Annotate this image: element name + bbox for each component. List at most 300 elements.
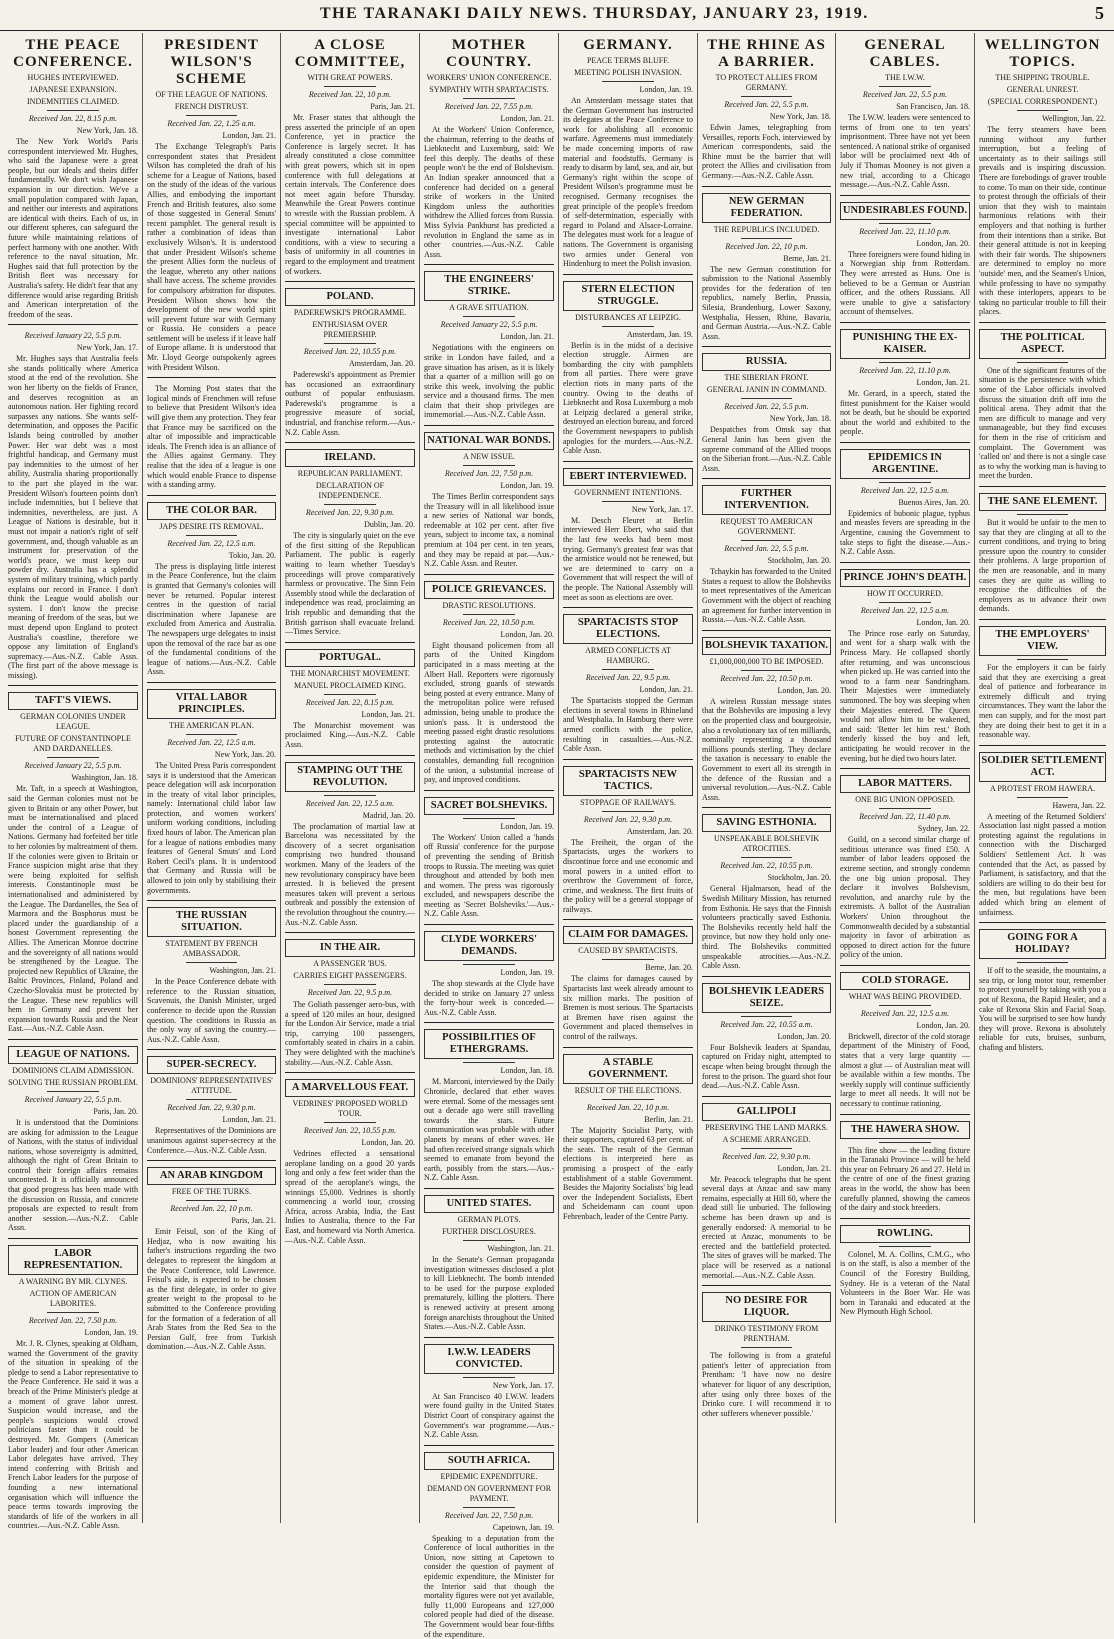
headline: NEW GERMAN FEDERATION.	[702, 193, 831, 223]
divider-rule	[463, 1507, 515, 1508]
place-date: London, Jan. 20.	[916, 617, 970, 627]
headline: STAMPING OUT THE REVOLUTION.	[285, 762, 415, 792]
article	[840, 37, 970, 196]
article-separator	[702, 346, 831, 347]
headline: STERN ELECTION STRUGGLE.	[563, 281, 693, 311]
article	[424, 581, 554, 791]
divider-rule	[463, 818, 515, 819]
divider-rule	[602, 326, 654, 327]
headline: IN THE AIR.	[285, 939, 415, 957]
headline: UNDESIRABLES FOUND.	[840, 202, 970, 220]
place-date: Paris, Jan. 20.	[93, 1106, 138, 1116]
subheading: GENERAL JANIN IN COMMAND.	[706, 385, 827, 395]
column-6	[698, 33, 836, 1523]
subheading: THE I.W.W.	[885, 73, 925, 82]
article-body: One of the significant features of the situation is the persistence with which some of the Labor officials involved discuss the situation drift off into the political arena. They admit that the men are difficult to manage and very unmanageable, but they find excuses for them in the rise of criticism and complaint. The Government was 'called on' and there is not a single case as to why the working man is having to meet the burden.	[979, 365, 1106, 481]
place-date: Amsterdam, Jan. 20.	[627, 826, 693, 836]
dateline: Received Jan. 22, 10.50 p.m.	[442, 617, 536, 627]
article-body: But it would be unfair to the men to say that they are clinging at all to the current conditions, and trying to bring pressure upon the country to consider their problems. A large proportion of the men are reasonable, and in many cases they are quite as willing to recognise the difficulties of the employers as to advance their own demands.	[979, 518, 1106, 614]
subheading: DOMINIONS' REPRESENTATIVES' ATTITUDE.	[150, 1076, 273, 1096]
subheading: JAPS DESIRE ITS REMOVAL.	[159, 521, 264, 531]
article	[424, 931, 554, 1023]
dateline: Received January 22, 5.5 p.m.	[24, 761, 122, 771]
article	[840, 972, 970, 1115]
article-body: The new German constitution for submission to the National Assembly provides for the federation of ten republics, namely Berlin, Prussia, Silesia, Brandenburg, Lower Saxony, Westphalia, Hessen, Rhine, Bavaria, and German Austria.—Aus.-N.Z. Cable Assn.	[702, 264, 831, 341]
dateline: Received Jan. 22, 5.5 p.m.	[724, 544, 809, 554]
article-body: The shop stewards at the Clyde have decided to strike on January 27 unless the forty-hour week is conceded.—Aus.-N.Z. Cable Assn.	[424, 979, 554, 1017]
article-body: Paderewski's appointment as Premier has occasioned an extraordinary outburst of popular enthusiasm. Paderewski's programme is a progressive measure of social, industrial, and franchise reform.—Aus.-N.Z. Cable Assn.	[285, 370, 415, 437]
article	[285, 649, 415, 756]
subheading: ONE BIG UNION OPPOSED.	[855, 795, 955, 805]
column-2	[143, 33, 281, 1523]
article-separator	[979, 486, 1106, 487]
article	[979, 329, 1106, 487]
dateline: Received Jan. 22, 11.40 p.m.	[859, 812, 951, 822]
article	[285, 939, 415, 1073]
dateline: Received Jan. 22, 10.50 p.m.	[720, 673, 813, 683]
divider-rule	[463, 1377, 515, 1378]
article	[424, 1344, 554, 1446]
headline: SOUTH AFRICA.	[424, 1452, 554, 1470]
article-body: A meeting of the Returned Soldiers' Association last night passed a motion protesting against the regulations in connection with the Discharged Soldiers' Settlement Act. It was contended that the Act, as passed by Parliament, is satisfactory, and that the soldiers are willing to do their best for the men, but regulations have been added which bring an element of unfairness.	[979, 811, 1106, 917]
dateline: Received Jan. 22, 11.10 p.m.	[859, 365, 951, 375]
dateline: Received Jan. 22, 11.10 p.m.	[859, 226, 951, 236]
article-separator	[563, 461, 693, 462]
article-separator	[563, 274, 693, 275]
subheading: WITH GREAT POWERS.	[307, 73, 393, 82]
place-date: San Francisco, Jan. 18.	[896, 102, 970, 111]
article	[840, 1225, 970, 1317]
subheading: MANUEL PROCLAIMED KING.	[294, 680, 406, 690]
headline: CLAIM FOR DAMAGES.	[563, 926, 693, 944]
divider-rule	[879, 223, 931, 224]
article-body: The Times Berlin correspondent says the Treasury will in all likelihood issue a new series of National war bonds, redeemable at 102 per cent. after five years, subject to income tax, a nominal premium at 104 per cent. in ten years, and they may be repaid at par.—Aus.-N.Z. Cable Assn. and Reuter.	[424, 492, 554, 569]
article	[424, 1195, 554, 1338]
article-separator	[8, 1039, 138, 1040]
dateline: Received January 22, 5.5 p.m.	[24, 1094, 122, 1104]
article-separator	[979, 322, 1106, 323]
article-separator	[563, 759, 693, 760]
divider-rule	[741, 1016, 793, 1017]
article	[840, 202, 970, 323]
headline: THE COLOR BAR.	[147, 502, 276, 520]
article-separator	[147, 682, 276, 683]
dateline: Received Jan. 22, 10.55 p.m.	[303, 347, 397, 357]
headline: BOLSHEVIK LEADERS SEIZE.	[702, 983, 831, 1013]
subheading: FUTURE OF CONSTANTINOPLE AND DARDANELLES.	[15, 734, 131, 754]
article	[285, 1079, 415, 1245]
headline: GOING FOR A HOLIDAY?	[979, 929, 1106, 959]
article	[979, 493, 1106, 620]
headline: THE HAWERA SHOW.	[840, 1121, 970, 1139]
article	[979, 626, 1106, 746]
divider-rule	[602, 811, 654, 812]
divider-rule	[463, 964, 515, 965]
divider-rule	[741, 1148, 793, 1149]
headline: THE SANE ELEMENT.	[979, 493, 1106, 511]
article-separator	[840, 1114, 970, 1115]
article-body: Brickwell, director of the cold storage department of the Ministry of Food, states that a very large quantity — almost a glut — of Australian meat will be available within a few months. The weekly supply will continue sufficiently large to meet all needs. It will not be necessary to continue rationing.	[840, 1031, 970, 1109]
dateline: Received Jan. 22, 9.30 p.m.	[583, 814, 673, 824]
divider-rule	[741, 96, 793, 97]
article	[285, 449, 415, 643]
place-date: London, Jan. 21.	[222, 1115, 276, 1125]
divider-rule	[741, 670, 793, 671]
place-date: London, Jan. 18.	[500, 1066, 554, 1076]
article	[147, 907, 276, 1050]
article-separator	[424, 425, 554, 426]
article	[8, 1245, 138, 1531]
headline: SPARTACISTS NEW TACTICS.	[563, 766, 693, 796]
subheading: ACTION OF AMERICAN LABORITES.	[29, 1289, 117, 1309]
place-date: Amsterdam, Jan. 19.	[627, 329, 693, 339]
article-body: Colonel, M. A. Collins, C.M.G., who is on the staff, is also a member of the Council of the Forestry Building, Sydney. He is a veteran of the Natal Volunteers in the Boer War. He was born in Taranaki and educated at the New Plymouth High School.	[840, 1249, 970, 1317]
article-separator	[702, 186, 831, 187]
article-separator	[563, 607, 693, 608]
subheading: VEDRINES' PROPOSED WORLD TOUR.	[292, 1099, 408, 1119]
headline: ROWLING.	[840, 1225, 970, 1243]
article-separator	[979, 619, 1106, 620]
article-body: An Amsterdam message states that the German Government has instructed its delegates at the Peace Conference to work for abolishing all economic warfare. Agreements must immediately be made concerning imports of raw material and foodstuffs. Germany is ready to disarm by land, sea, and air, but Germany's right within the scope of President Wilson's programme must be recognised. Germany recognises the great principle of the people's freedom of self-determination, especially with regard to Poland and Alsace-Lorraine. The delegates must work for a league of nations. The Government is organising two armies under General von Hindenburg to meet the Polish invasion.	[563, 96, 693, 269]
subheading: FRENCH DISTRUST.	[174, 102, 249, 111]
subheading: CARRIES EIGHT PASSENGERS.	[293, 971, 407, 981]
subheading: DECLARATION OF INDEPENDENCE.	[315, 481, 385, 501]
headline: PORTUGAL.	[285, 649, 415, 667]
headline: LABOR REPRESENTATION.	[8, 1245, 138, 1275]
subheading: REPUBLICAN PARLIAMENT.	[297, 469, 403, 479]
article	[424, 1029, 554, 1189]
headline: POLAND.	[285, 288, 415, 306]
subheading: DISTURBANCES AT LEIPZIG.	[575, 312, 681, 322]
subheading: THE REPUBLICS INCLUDED.	[713, 224, 820, 234]
article-separator	[702, 976, 831, 977]
article	[702, 485, 831, 631]
place-date: New York, Jan. 18.	[769, 414, 831, 424]
article-body: The Workers' Union called a 'hands off Russia' conference for the purpose of preventing the sending of British troops to Russia. The meeting was quiet throughout and attended by both men and women. The press was rigorously excluded, and newspapers describe the meeting as 'Secret Bolsheviks.'—Aus.-N.Z. Cable Assn.	[424, 832, 554, 919]
headline: EPIDEMICS IN ARGENTINE.	[840, 449, 970, 479]
headline: THE RHINE AS A BARRIER.	[707, 37, 826, 70]
column-8	[975, 33, 1110, 1523]
article-body: Representatives of the Dominions are unanimous against super-secrecy at the Conference.—Aus.-N.Z. Cable Assn.	[147, 1126, 276, 1155]
article	[563, 766, 693, 921]
subheading: RESULT OF THE ELECTIONS.	[574, 1085, 682, 1095]
subheading: ARMED CONFLICTS AT HAMBURG.	[585, 646, 671, 666]
place-date: London, Jan. 21.	[500, 114, 554, 123]
article-body: M. Desch Fleuret at Berlin interviewed Herr Ebert, who said that the last few weeks had been most trying. Germany's greatest fear was that the armistice would not be renewed, but we are determined to carry on a Government that will respect the will of the people. The National Assembly will meet as soon as elections are over.	[563, 515, 693, 602]
article	[563, 281, 693, 462]
divider-rule	[1017, 659, 1068, 660]
headline: THE EMPLOYERS' VIEW.	[979, 626, 1106, 656]
subheading: OF THE LEAGUE OF NATIONS.	[155, 90, 268, 99]
divider-rule	[463, 98, 515, 99]
article	[147, 689, 276, 901]
headline: FURTHER INTERVENTION.	[702, 485, 831, 515]
headline: THE PEACE CONFERENCE.	[13, 37, 133, 70]
divider-rule	[602, 959, 654, 960]
divider-rule	[47, 1312, 99, 1313]
article	[840, 569, 970, 769]
dateline: Received Jan. 22, 9.5 p.m.	[307, 988, 393, 998]
place-date: New York, Jan. 20.	[214, 749, 276, 759]
subheading: SYMPATHY WITH SPARTACISTS.	[429, 85, 549, 94]
article	[8, 1046, 138, 1239]
subheading: DRINKO TESTIMONY FROM PRENTHAM.	[714, 1324, 819, 1344]
subheading: FREE OF THE TURKS.	[171, 1187, 252, 1197]
place-date: New York, Jan. 17.	[631, 504, 693, 514]
article	[702, 193, 831, 348]
article-separator	[424, 790, 554, 791]
article	[563, 926, 693, 1047]
subheading: HOW IT OCCURRED.	[867, 588, 943, 598]
article-separator	[979, 745, 1106, 746]
place-date: Stockholm, Jan. 20.	[767, 556, 831, 566]
divider-rule	[602, 1099, 654, 1100]
place-date: London, Jan. 19.	[84, 1328, 138, 1338]
article-separator	[147, 1049, 276, 1050]
article	[424, 1452, 554, 1639]
headline: A MARVELLOUS FEAT.	[285, 1079, 415, 1097]
subheading: DOMINIONS CLAIM ADMISSION.	[12, 1065, 134, 1075]
dateline: Received Jan. 22, 9.5 p.m.	[585, 673, 671, 683]
divider-rule	[186, 734, 238, 735]
place-date: Paris, Jan. 21.	[370, 102, 415, 111]
subheading: TO PROTECT ALLIES FROM GERMANY.	[715, 73, 818, 92]
divider-rule	[741, 540, 793, 541]
dateline: Received Jan. 22, 12.5 a.m.	[167, 737, 256, 747]
place-date: London, Jan. 20.	[777, 1031, 831, 1041]
dateline: Received Jan. 22, 12.5 a.m.	[860, 485, 950, 495]
subheading: THE AMERICAN PLAN.	[169, 720, 254, 730]
article-separator	[147, 495, 276, 496]
article-separator	[702, 1285, 831, 1286]
divider-rule	[1017, 514, 1068, 515]
place-date: London, Jan. 20.	[500, 629, 554, 639]
subheading: GERMAN PLOTS.	[457, 1214, 521, 1224]
subheading: GERMAN COLONIES UNDER LEAGUE.	[20, 712, 126, 732]
headline: SUPER-SECRECY.	[147, 1056, 276, 1074]
headline: NO DESIRE FOR LIQUOR.	[702, 1292, 831, 1322]
dateline: Received January 22, 5.5 p.m.	[440, 320, 538, 330]
dateline: Received Jan. 22, 1.25 a.m.	[167, 119, 256, 128]
divider-rule	[1017, 797, 1068, 798]
subheading: (SPECIAL CORRESPONDENT.)	[987, 97, 1098, 106]
subheading: EPIDEMIC EXPENDITURE.	[440, 1471, 538, 1481]
article-separator	[285, 755, 415, 756]
headline: AN ARAB KINGDOM	[147, 1167, 276, 1185]
article-body: The Majority Socialist Party, with their supporters, captured 63 per cent. of the seats. The result of the German elections is interpreted here as promising a prospect of the early establishment of a stable Government. Besides the Majority Socialists' big lead over the Independent Socialists, Ebert and Scheidemann can count upon Fehrenbach, leader of the Centre Party.	[563, 1125, 693, 1221]
subheading: PEACE TERMS BLUFF.	[586, 56, 670, 65]
divider-rule	[741, 857, 793, 858]
dateline: Received Jan. 22, 10 p.m.	[725, 241, 808, 251]
divider-rule	[186, 535, 238, 536]
article-separator	[424, 1188, 554, 1189]
article	[147, 502, 276, 683]
place-date: Paris, Jan. 21.	[231, 1216, 276, 1226]
column-7	[836, 33, 975, 1523]
headline: RUSSIA.	[702, 353, 831, 371]
article-separator	[8, 1238, 138, 1239]
article-separator	[840, 442, 970, 443]
place-date: Berne, Jan. 21.	[783, 253, 831, 263]
divider-rule	[879, 1246, 931, 1247]
place-date: Hawera, Jan. 22.	[1052, 800, 1106, 810]
subheading: PADEREWSKI'S PROGRAMME.	[293, 308, 407, 318]
divider-rule	[324, 694, 376, 695]
divider-rule	[879, 602, 931, 603]
subheading: A PASSENGER 'BUS.	[313, 959, 387, 969]
divider-rule	[741, 398, 793, 399]
article-separator	[147, 377, 276, 378]
divider-rule	[879, 482, 931, 483]
dateline: Received Jan. 22, 10.55 p.m.	[720, 861, 813, 871]
article	[424, 271, 554, 426]
divider-rule	[463, 465, 515, 466]
article	[979, 37, 1106, 323]
article-body: The United Press Paris correspondent says it is understood that the American peace delegation will ask incorporation in the treaty of vital labor principles, namely: International child labor law protection, and women workers' uniform working conditions, including fixed hours of labor. The American plan for a league of nations embodies many features of General Smuts' and Lord Robert Cecil's plans. It is understood that Germany and Russia will be allowed to join only by stabilising their governments.	[147, 760, 276, 895]
article-separator	[285, 442, 415, 443]
divider-rule	[1017, 962, 1068, 963]
column-3	[281, 33, 420, 1523]
article-separator	[424, 574, 554, 575]
article	[147, 37, 276, 378]
subheading: UNSPEAKABLE BOLSHEVIK ATROCITIES.	[713, 834, 820, 854]
divider-rule	[186, 962, 238, 963]
place-date: London, Jan. 21.	[777, 1163, 831, 1173]
dateline: Received Jan. 22, 9.30 p.m.	[305, 508, 395, 518]
dateline: Received Jan. 22, 5.5 p.m.	[724, 402, 809, 412]
place-date: Wellington, Jan. 22.	[1041, 114, 1106, 123]
column-1	[4, 33, 143, 1531]
headline: POSSIBILITIES OF ETHERGRAMS.	[424, 1029, 554, 1059]
article	[8, 37, 138, 325]
subheading: WHAT WAS BEING PROVIDED.	[848, 991, 962, 1001]
article-separator	[840, 195, 970, 196]
place-date: London, Jan. 21.	[916, 377, 970, 387]
article-body: The Goliath passenger aero-bus, with a speed of 120 miles an hour, designed for the London Air Service, made a trial trip, carrying 100 passengers, comfortably seated in chairs in a cabin. They were delighted with the machine's stability.—Aus.-N.Z. Cable Assn.	[285, 1000, 415, 1067]
place-date: Washington, Jan. 18.	[71, 773, 138, 783]
divider-rule	[324, 795, 376, 796]
article-body: This fine show — the leading fixture in the Taranaki Province — will be held this year on February 26 and 27. Held in the centre of one of the finest grazing areas in the world, the show has been carefully planned, showing the cameos of the dairy and stock breeders.	[840, 1145, 970, 1213]
article-separator	[702, 630, 831, 631]
subheading: MEETING POLISH INVASION.	[574, 68, 682, 77]
article	[285, 288, 415, 443]
article-separator	[702, 1096, 831, 1097]
divider-rule	[186, 1099, 238, 1100]
headline: PUNISHING THE EX-KAISER.	[840, 329, 970, 359]
dateline: Received Jan. 22, 12.5 a.m.	[305, 798, 395, 808]
article	[840, 449, 970, 563]
masthead-title: THE TARANAKI DAILY NEWS. THURSDAY, JANUARY 23, 1919.	[320, 5, 869, 22]
article	[424, 797, 554, 925]
article	[563, 37, 693, 275]
article-separator	[285, 1072, 415, 1073]
subheading: FURTHER DISCLOSURES.	[442, 1226, 536, 1236]
divider-rule	[741, 238, 793, 239]
article-body: General Hjalmarson, head of the Swedish Military Mission, has returned from Esthonia. He says that the Finnish volunteers practically saved Esthonia. The Bolsheviks recently held half the province, but now they hold only one-third. The Bolsheviks committed unspeakable atrocities.—Aus.-N.Z. Cable Assn.	[702, 884, 831, 971]
article-separator	[840, 322, 970, 323]
article-separator	[702, 807, 831, 808]
place-date: London, Jan. 19.	[500, 968, 554, 978]
headline: GERMANY.	[583, 37, 673, 53]
headline: PRESIDENT WILSON'S SCHEME	[164, 37, 259, 87]
place-date: London, Jan. 20.	[916, 1020, 970, 1030]
article-body: Edwin James, telegraphing from Versailles, reports Foch, interviewed by American correspondents, said the Rhine must be the barrier that will protect the Allies and civilisation from Germany.—Aus.-N.Z. Cable Assn.	[702, 123, 831, 180]
article-body: The Exchange Telegraph's Paris correspondent states that President Wilson has completed the draft of his scheme for a League of Nations, based on the study of the ideas of the various Allies, and embodying the important French and British features, also some of those suggested in General Smuts' recent pamphlet. The general result is rather a combination of ideas than exclusively Wilson's. It is understood that under President Wilson's scheme the present Allies form the nucleus of the league, whereto any other nations shall have access. The scheme provides for compulsory arbitration for disputes. President Wilson shows how the development of the new world spirit will prevent future war with Germany or Russia. He considers a peace settlement will be useless if it leave half of Europe aflame. It is understood that Mr. Lloyd George outspokenly agrees with President Wilson.	[147, 142, 276, 372]
divider-rule	[1017, 110, 1068, 111]
article	[563, 614, 693, 760]
headline: I.W.W. LEADERS CONVICTED.	[424, 1344, 554, 1374]
headline: GALLIPOLI	[702, 1103, 831, 1121]
place-date: Berne, Jan. 20.	[645, 963, 693, 973]
article-body: Mr. Peacock telegraphs that he spent several days at Anzac and saw many remains, especially at Hill 60, where the dead still lie unburied. The following scheme has been drawn up and is generally endorsed: A memorial to be erected at Anzac, monuments to be erected and the battlefield protected. The sites of graves will be marked. The place will be reserved as a national memorial.—Aus.-N.Z. Cable Assn.	[702, 1174, 831, 1280]
dateline: Received Jan. 22, 10.55 p.m.	[303, 1126, 397, 1136]
column-5	[559, 33, 698, 1523]
article-separator	[702, 478, 831, 479]
headline: SPARTACISTS STOP ELECTIONS.	[563, 614, 693, 644]
divider-rule	[879, 362, 931, 363]
article-separator	[8, 685, 138, 686]
divider-rule	[879, 86, 931, 87]
place-date: London, Jan. 21.	[361, 709, 415, 719]
headline: MOTHER COUNTRY.	[446, 37, 532, 70]
columns-container	[4, 33, 1110, 1639]
subheading: A SCHEME ARRANGED.	[722, 1134, 811, 1144]
dateline: Received Jan. 22, 10.55 a.m.	[720, 1019, 813, 1029]
place-date: Stockholm, Jan. 20.	[767, 873, 831, 883]
subheading: DRASTIC RESOLUTIONS.	[442, 600, 536, 610]
dateline: Received Jan. 22, 10 p.m.	[170, 1204, 253, 1214]
place-date: Madrid, Jan. 20.	[362, 810, 415, 820]
divider-rule	[741, 1347, 793, 1348]
article-body: Mr. Gerard, in a speech, stated the fittest punishment for the Kaiser would not be death, but he should be exported about the world and exhibited to the people.	[840, 388, 970, 437]
article-separator	[840, 965, 970, 966]
article-body: The Morning Post states that the logical minds of Frenchmen will refuse to believe that President Wilson's idea will give them any protection. They fear that France may be sacrificed on the altar of impossible and impracticable ideals. The French idea is an alliance of the Allies against Germany. They realise that the idea of a league is one which would enable France to dispense with a standing army.	[147, 384, 276, 490]
article-body: The Prince rose early on Saturday, and went for a sharp walk with the Princess Mary. He collapsed shortly after returning, and was unconscious when picked up. He was carried into the wood to a farm near Sandringham. Their Majesties were immediately summoned. The boy was sleeping when their Majesties entered. The Queen would not allow him to be wakened, and said: 'Better let him rest.' Both tenderly kissed the boy and left, anticipating he would recover in the evening, but he died two hours later.	[840, 628, 970, 763]
dateline: Received Jan. 22, 7.50 p.m.	[444, 1510, 534, 1520]
article-separator	[979, 922, 1106, 923]
subheading: THE SHIPPING TROUBLE.	[995, 73, 1090, 82]
article	[840, 775, 970, 966]
headline: POLICE GRIEVANCES.	[424, 581, 554, 599]
article	[702, 1103, 831, 1287]
article	[285, 762, 415, 934]
divider-rule	[879, 808, 931, 809]
divider-rule	[463, 1062, 515, 1063]
divider-rule	[463, 614, 515, 615]
article-body: The following is from a grateful patient's letter of appreciation from Prentham: 'I have now no desire whatever for liquor of any description, after using only three boxes of the Drinko cure. I will recommend it to other sufferers whenever possible.'	[702, 1351, 831, 1418]
headline: BOLSHEVIK TAXATION.	[702, 637, 831, 655]
article-body: M. Marconi, interviewed by the Daily Chronicle, declared that ether waves were eternal. Some of the messages sent out a decade ago were still travelling towards the stars. Future communication was probable with other planets by means of ether waves. He had often received strange signals which seemed to emanate from beyond the earth, possibly from the stars.—Aus.-N.Z. Cable Assn.	[424, 1077, 554, 1183]
divider-rule	[186, 1200, 238, 1201]
article	[147, 1056, 276, 1161]
article	[8, 331, 138, 686]
subheading: SOLVING THE RUSSIAN PROBLEM.	[8, 1077, 138, 1087]
headline: LABOR MATTERS.	[840, 775, 970, 793]
subheading: CAUSED BY SPARTACISTS.	[578, 946, 678, 956]
article-body: A wireless Russian message states that the Bolsheviks are imposing a levy on the propertied class and bourgeoisie, also a revolutionary tax of ten milliards, nominally representing a thousand millions pounds sterling. They declare the taxation is necessary to enable the Government to exert all its strength in the defence of the Russian and a universal revolution.—Aus.-N.Z. Cable Assn.	[702, 696, 831, 802]
article-body: Mr. Taft, in a speech at Washington, said the German colonies must not be given to Britain or any other Power, but must be internationalised and placed under the control of a League of Nations. Germany had forfeited her title to her colonies by maltreatment of them. If the colonies were given to Britain or France suspicion might arise that they were being exploited for selfish interests. Constantinople must be internationalised and administered by the League. The Dardanelles, the Sea of Marmora and the Bosphorus must be placed under the guardianship of a honest Government representing the Allies. The American Monroe doctrine and the sovereignty of all nations would be strengthened by the League. The projected new Republics of Ukraine, the Baltic Provinces, Finland, Poland and Czecho-Slovakia must be protected by the League. These new republics will hem in Germany and prevent her expansion towards Russia and the Near East.—Aus.-N.Z. Cable Assn.	[8, 784, 138, 1034]
place-date: London, Jan. 19.	[639, 85, 693, 94]
column-4	[420, 33, 559, 1639]
article-separator	[563, 919, 693, 920]
article-body: The proclamation of martial law at Barcelona was necessitated by the discovery of a secret organisation comprising two hundred thousand workmen. Many of the leaders of the new revolutionary conspiracy have been arrested. It is believed the present measures taken will prevent a serious outbreak and possibly the extension of the revolution throughout the country.—Aus.-N.Z. Cable Assn.	[285, 821, 415, 927]
article	[285, 37, 415, 282]
headline: VITAL LABOR PRINCIPLES.	[147, 689, 276, 719]
article-separator	[147, 1160, 276, 1161]
divider-rule	[602, 81, 654, 82]
article-body: Mr. Fraser states that although the press asserted the principle of an open Conference, yet in practice the Conference is largely secret. It has already constituted a close committee with great powers, which sit in open conference with full delegations at certain intervals. The Conference does not meet again before Thursday. Meanwhile the Great Powers continue to wrestle with the Russian problem. A special committee will be appointed to investigate international Labor conditions, with a view to securing a basis of uniformity in all countries in regard to the employment and treatment of workers.	[285, 113, 415, 276]
article-body: Guild, on a second similar charge of seditious utterance was fined £50. A number of labor leaders opposed the extreme section, and strongly condemn the one big union proposal. They declare it involves Bolshevism, revolution, and anarchy rule by the extremists. A ballot of the Australian Workers' Union throughout the Commonwealth decided by a substantial majority in favor of arbitration as opposed to direct action for the future policy of the union.	[840, 835, 970, 960]
